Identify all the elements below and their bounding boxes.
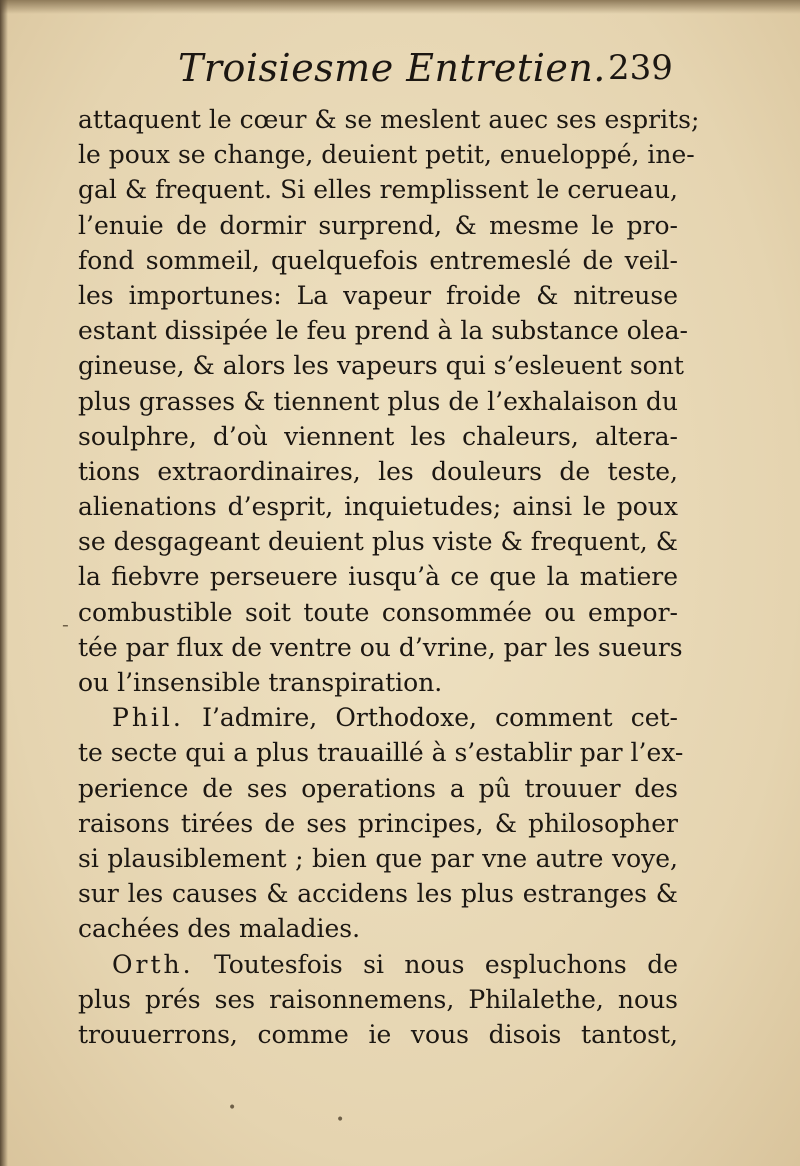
paragraph-phil-first-line: [78, 700, 678, 735]
text-line: sur les causes & accidens les plus estranges &: [78, 879, 678, 909]
ink-speck: •: [228, 1100, 237, 1116]
paragraph-orth-first-line: [78, 947, 678, 982]
speaker-phil: Phil.: [112, 703, 184, 733]
text-line: gineuse, & alors les vapeurs qui s’esleuent sont: [78, 351, 684, 381]
text-line: si plausiblement ; bien que par vne autre voye,: [78, 843, 678, 873]
text-line: te secte qui a plus trauaillé à s’establir par l’ex-: [78, 738, 684, 768]
text-line: cachées des maladies.: [78, 914, 361, 944]
page-header: [0, 44, 800, 100]
text-line: tions extraordinaires, les douleurs de teste,: [78, 456, 678, 486]
ink-speck: •: [336, 1112, 345, 1128]
text-line: plus grasses & tiennent plus de l’exhalaison du: [78, 386, 678, 416]
text-line: estant dissipée le feu prend à la substance olea-: [78, 316, 688, 346]
text-line: raisons tirées de ses principes, & philosopher: [78, 808, 678, 838]
text-line: combustible soit toute consommée ou empor-: [78, 597, 678, 627]
text-line: fond sommeil, quelquefois entremeslé de veil-: [78, 245, 678, 275]
text-line: soulphre, d’où viennent les chaleurs, altera-: [78, 421, 678, 451]
page-number: 239: [608, 48, 673, 88]
text-line: les importunes: La vapeur froide & nitreuse: [78, 280, 678, 310]
text-line: gal & frequent. Si elles remplissent le cerueau,: [78, 175, 678, 205]
text-line: l’enuie de dormir surprend, & mesme le pro-: [78, 210, 678, 240]
text-line: plus prés ses raisonnemens, Philalethe, nous: [78, 984, 678, 1014]
text-line: tée par flux de ventre ou d’vrine, par les sueurs: [78, 632, 683, 662]
speaker-orth: Orth.: [112, 949, 194, 979]
text-line: la fiebvre perseuere iusqu’à ce que la matiere: [78, 562, 678, 592]
text-fragment: I’admire, Orthodoxe, comment cet-: [202, 703, 679, 733]
text-line: trouuerrons, comme ie vous disois tantost,: [78, 1019, 678, 1049]
running-title: Troisiesme Entretien.: [178, 46, 606, 90]
text-line: le poux se change, deuient petit, enueloppé, ine-: [78, 140, 695, 170]
margin-dash: -: [62, 612, 69, 636]
text-body: [78, 102, 700, 1052]
text-line: ou l’insensible transpiration.: [78, 668, 443, 697]
text-line: alienations d’esprit, inquietudes; ainsi le poux: [78, 492, 678, 522]
text-line: attaquent le cœur & se meslent auec ses esprits;: [78, 105, 700, 134]
text-line: perience de ses operations a pû trouuer des: [78, 773, 678, 803]
text-line: se desgageant deuient plus viste & frequent, &: [78, 527, 678, 557]
text-fragment: Toutesfois si nous espluchons de: [214, 949, 678, 979]
